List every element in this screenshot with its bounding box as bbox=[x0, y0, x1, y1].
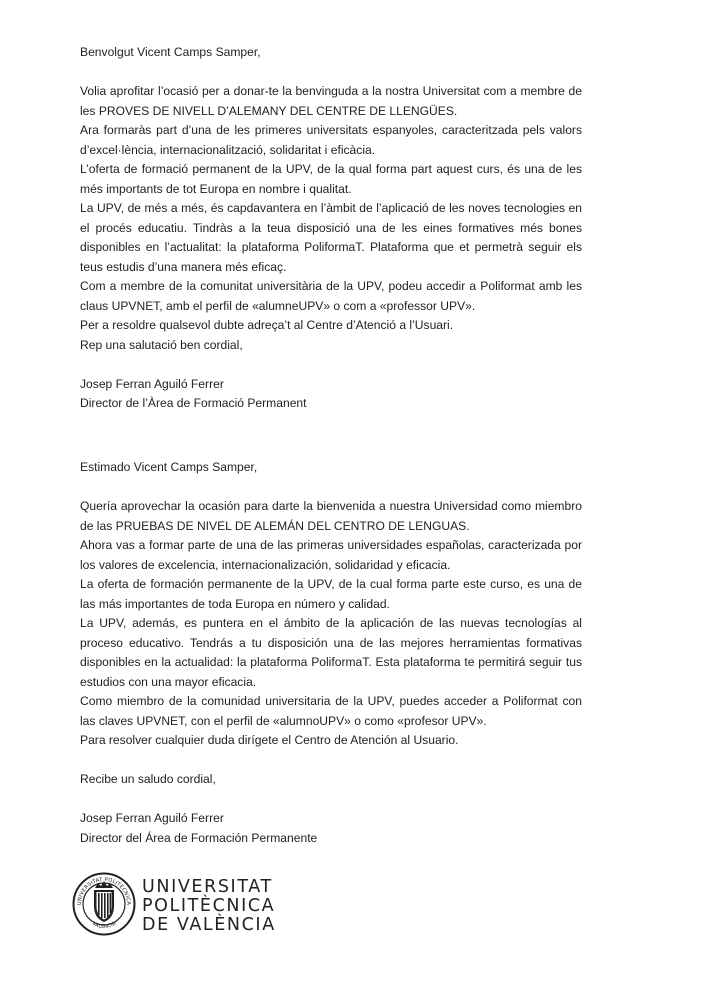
catalan-closing: Rep una salutació ben cordial, bbox=[80, 337, 243, 352]
spanish-paragraph-4: La UPV, además, es puntera en el ámbito de la aplicación de las nuevas tecnologías al proceso educativo. Tendrás a tu disposición una de las mejores herramientas formativas disponibles en la actualidad: la plataforma PoliformaT. Esta plataforma te permitirá seguir tus estudios con una mayor eficacia. bbox=[80, 616, 582, 689]
logo-line-3: DE VALÈNCIA bbox=[142, 915, 276, 935]
catalan-paragraph-2: Ara formaràs part d’una de les primeres universitats espanyoles, caracteritzada pels valors d’excel·lència, internacionalització, solidaritat i eficàcia. bbox=[80, 123, 582, 157]
spanish-signature-name: Josep Ferran Aguiló Ferrer bbox=[80, 811, 224, 825]
spanish-paragraph-2: Ahora vas a formar parte de una de las primeras universidades españolas, caracterizada por los valores de excelencia, internacionalización, solidaridad y eficacia. bbox=[80, 538, 582, 572]
svg-text:VALÈNCIA: VALÈNCIA bbox=[90, 920, 118, 931]
university-name bbox=[142, 878, 276, 935]
spanish-paragraph-3: La oferta de formación permanente de la UPV, de la cual forma parte este curso, es una de las más importantes de toda Europa en número y calidad. bbox=[80, 577, 582, 611]
spanish-paragraph-1: Quería aprovechar la ocasión para darte la bienvenida a nuestra Universidad como miembro de las PRUEBAS DE NIVEL DE ALEMÁN DEL CENTRO DE LENGUAS. bbox=[80, 499, 582, 533]
spanish-letter bbox=[80, 458, 582, 848]
upv-logo bbox=[72, 872, 332, 938]
spanish-greeting: Estimado Vicent Camps Samper, bbox=[80, 460, 258, 474]
logo-line-2: POLITÈCNICA bbox=[142, 896, 276, 916]
catalan-paragraph-6: Per a resoldre qualsevol dubte adreça’t al Centre d’Atenció a l’Usuari. bbox=[80, 318, 454, 332]
catalan-signature-title: Director de l’Àrea de Formació Permanent bbox=[80, 396, 307, 410]
svg-text:UNIVERSITAT POLITÈCNICA: UNIVERSITAT POLITÈCNICA bbox=[76, 876, 132, 906]
catalan-greeting: Benvolgut Vicent Camps Samper, bbox=[80, 45, 261, 59]
spanish-paragraph-5: Como miembro de la comunidad universitaria de la UPV, puedes acceder a Poliformat con las claves UPVNET, con el perfil de «alumnoUPV» o como «profesor UPV». bbox=[80, 694, 582, 728]
spanish-signature-title: Director del Área de Formación Permanente bbox=[80, 830, 318, 845]
university-seal-icon bbox=[72, 872, 136, 936]
catalan-signature-name: Josep Ferran Aguiló Ferrer bbox=[80, 376, 224, 391]
spanish-closing: Recibe un saludo cordial, bbox=[80, 772, 216, 786]
catalan-paragraph-1: Volia aprofitar l’ocasió per a donar-te la benvinguda a la nostra Universitat com a membre de les PROVES DE NIVELL D’ALEMANY DEL CENTRE DE LLENGÜES. bbox=[80, 84, 582, 118]
catalan-paragraph-4: La UPV, de més a més, és capdavantera en l’àmbit de l’aplicació de les noves tecnologies en el procés educatiu. Tindràs a la teua disposició una de les eines formatives més bones disponibles en l’actualitat: la plataforma PoliformaT. Plataforma que et permetrà seguir els teus estudis d’una manera més eficaç. bbox=[80, 201, 582, 274]
catalan-paragraph-3: L’oferta de formació permanent de la UPV, de la qual forma part aquest curs, és una de les més importants de tot Europa en nombre i qualitat. bbox=[80, 162, 582, 196]
spanish-paragraph-6: Para resolver cualquier duda dirígete el Centro de Atención al Usuario. bbox=[80, 733, 459, 747]
logo-line-1: UNIVERSITAT bbox=[142, 877, 273, 897]
catalan-letter bbox=[80, 43, 582, 414]
catalan-paragraph-5: Com a membre de la comunitat universitària de la UPV, podeu accedir a Poliformat amb les claus UPVNET, amb el perfil de «alumneUPV» o com a «professor UPV». bbox=[80, 279, 582, 313]
